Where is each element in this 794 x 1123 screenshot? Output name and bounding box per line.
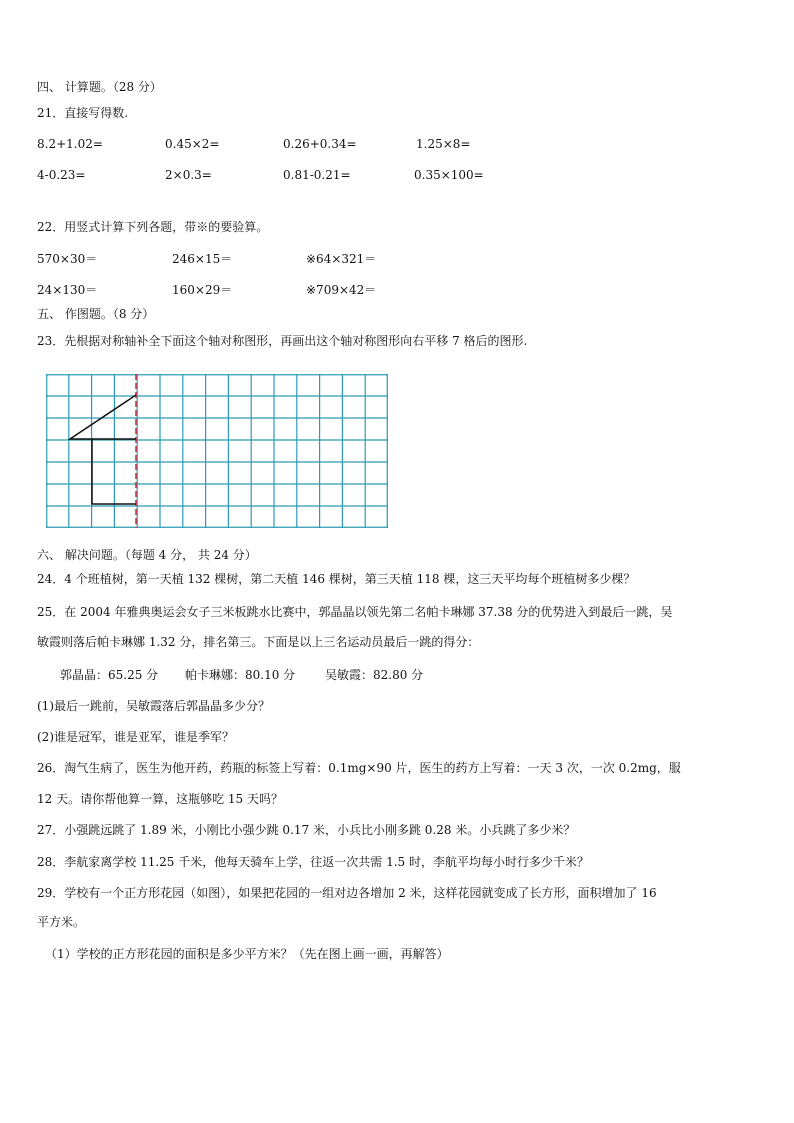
q21-item: 0.45×2= bbox=[165, 137, 220, 151]
half-roof-shape bbox=[70, 395, 136, 439]
question-23-text: 23．先根据对称轴补全下面这个轴对称图形，再画出这个轴对称图形向右平移 7 格后的图形. bbox=[37, 334, 528, 348]
q22-item: 24×130＝ bbox=[37, 283, 98, 297]
score-item: 帕卡琳娜：80.10 分 bbox=[185, 668, 296, 682]
section-4-heading: 四、 计算题。（28 分） bbox=[37, 80, 162, 94]
section-6-heading: 六、 解决问题。（每题 4 分， 共 24 分） bbox=[37, 548, 257, 562]
question-27-text: 27．小强跳远跳了 1.89 米，小刚比小强少跳 0.17 米，小兵比小刚多跳 0.28 米。小兵跳了多少米？ bbox=[37, 823, 576, 837]
question-25-line-1: 25．在 2004 年雅典奥运会女子三米板跳水比赛中，郭晶晶以领先第二名帕卡琳娜 37.38 分的优势进入到最后一跳，吴 bbox=[37, 605, 673, 619]
question-21-title: 21．直接写得数. bbox=[37, 106, 129, 120]
question-26-line-2: 12 天。请你帮他算一算，这瓶够吃 15 天吗？ bbox=[37, 792, 283, 806]
grid-lines bbox=[46, 374, 388, 528]
q21-item: 0.26+0.34= bbox=[283, 137, 357, 151]
question-29-line-2: 平方米。 bbox=[37, 915, 86, 929]
q21-item: 0.35×100= bbox=[414, 168, 484, 182]
score-item: 吴敏霞：82.80 分 bbox=[325, 668, 424, 682]
q21-item: 8.2+1.02= bbox=[37, 137, 103, 151]
question-26-line-1: 26．淘气生病了，医生为他开药，药瓶的标签上写着：0.1mg×90 片，医生的药方上写着：一天 3 次，一次 0.2mg，服 bbox=[37, 761, 681, 775]
question-25-sub-2: (2)谁是冠军，谁是亚军，谁是季军？ bbox=[37, 730, 234, 744]
question-25-sub-1: (1)最后一跳前，吴敏霞落后郭晶晶多少分？ bbox=[37, 699, 270, 713]
q21-item: 1.25×8= bbox=[416, 137, 471, 151]
score-item: 郭晶晶：65.25 分 bbox=[60, 668, 159, 682]
q22-item: 570×30＝ bbox=[37, 252, 98, 266]
question-29-line-1: 29．学校有一个正方形花园（如图），如果把花园的一组对边各增加 2 米，这样花园就变成了长方形，面积增加了 16 bbox=[37, 886, 657, 900]
q21-item: 0.81-0.21= bbox=[283, 168, 351, 182]
question-29-sub-1: （1）学校的正方形花园的面积是多少平方米？（先在图上画一画，再解答） bbox=[45, 947, 449, 961]
question-28-text: 28．李航家离学校 11.25 千米，他每天骑车上学，往返一次共需 1.5 时，李航平均每小时行多少千米？ bbox=[37, 855, 589, 869]
q21-item: 2×0.3= bbox=[165, 168, 212, 182]
q22-item: ※64×321＝ bbox=[306, 252, 377, 266]
q21-item: 4-0.23= bbox=[37, 168, 86, 182]
q22-item: 246×15＝ bbox=[172, 252, 233, 266]
q22-item: ※709×42＝ bbox=[306, 283, 377, 297]
question-25-line-2: 敏霞则落后帕卡琳娜 1.32 分，排名第三。下面是以上三名运动员最后一跳的得分： bbox=[37, 635, 480, 649]
symmetry-grid-figure bbox=[46, 374, 388, 528]
section-5-heading: 五、 作图题。（8 分） bbox=[37, 307, 155, 321]
question-24-text: 24．4 个班植树，第一天植 132 棵树，第二天植 146 棵树，第三天植 118 棵，这三天平均每个班植树多少棵？ bbox=[37, 572, 636, 586]
question-22-title: 22．用竖式计算下列各题，带※的要验算。 bbox=[37, 220, 269, 234]
q22-item: 160×29＝ bbox=[172, 283, 233, 297]
